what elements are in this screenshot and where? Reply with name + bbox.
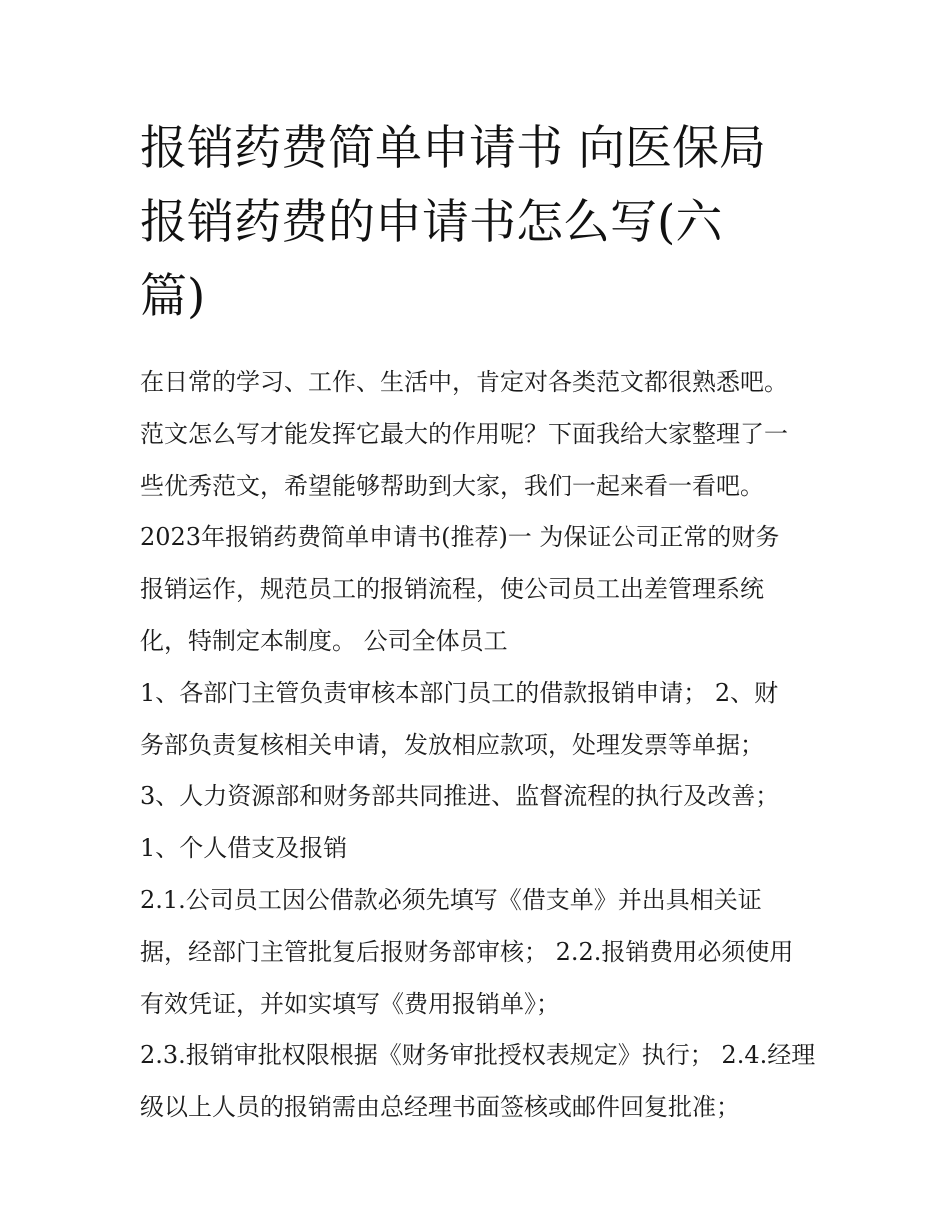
body-line: 化，特制定本制度。 公司全体员工 — [140, 626, 508, 655]
body-line: 些优秀范文，希望能够帮助到大家，我们一起来看一看吧。 — [140, 471, 764, 500]
body-line: 1、个人借支及报销 — [140, 834, 348, 863]
body-line: 范文怎么写才能发挥它最大的作用呢？下面我给大家整理了一 — [140, 419, 788, 448]
body-line: 2.3.报销审批权限根据《财务审批授权表规定》执行； 2.4.经理 — [140, 1041, 816, 1070]
document-body — [140, 357, 820, 1134]
body-line: 报销运作，规范员工的报销流程，使公司员工出差管理系统 — [140, 575, 764, 604]
title-line-3: 篇) — [140, 269, 206, 324]
body-line: 2.1.公司员工因公借款必须先填写《借支单》并出具相关证 — [140, 885, 762, 914]
body-line: 务部负责复核相关申请，发放相应款项，处理发票等单据； — [140, 730, 764, 759]
body-line: 1、各部门主管负责审核本部门员工的借款报销申请； 2、财 — [140, 678, 779, 707]
body-line: 2023年报销药费简单申请书(推荐)一 为保证公司正常的财务 — [140, 523, 780, 552]
body-line: 在日常的学习、工作、生活中，肯定对各类范文都很熟悉吧。 — [140, 368, 788, 396]
body-line: 据，经部门主管批复后报财务部审核； 2.2.报销费用必须使用 — [140, 937, 794, 966]
title-line-1: 报销药费简单申请书 向医保局 — [140, 121, 766, 176]
body-line: 有效凭证，并如实填写《费用报销单》； — [140, 989, 560, 1018]
title-line-2: 报销药费的申请书怎么写(六 — [140, 195, 723, 250]
document-title — [140, 112, 820, 334]
body-line: 级以上人员的报销需由总经理书面签核或邮件回复批准； — [140, 1093, 740, 1122]
body-line: 3、人力资源部和财务部共同推进、监督流程的执行及改善； — [140, 782, 780, 811]
